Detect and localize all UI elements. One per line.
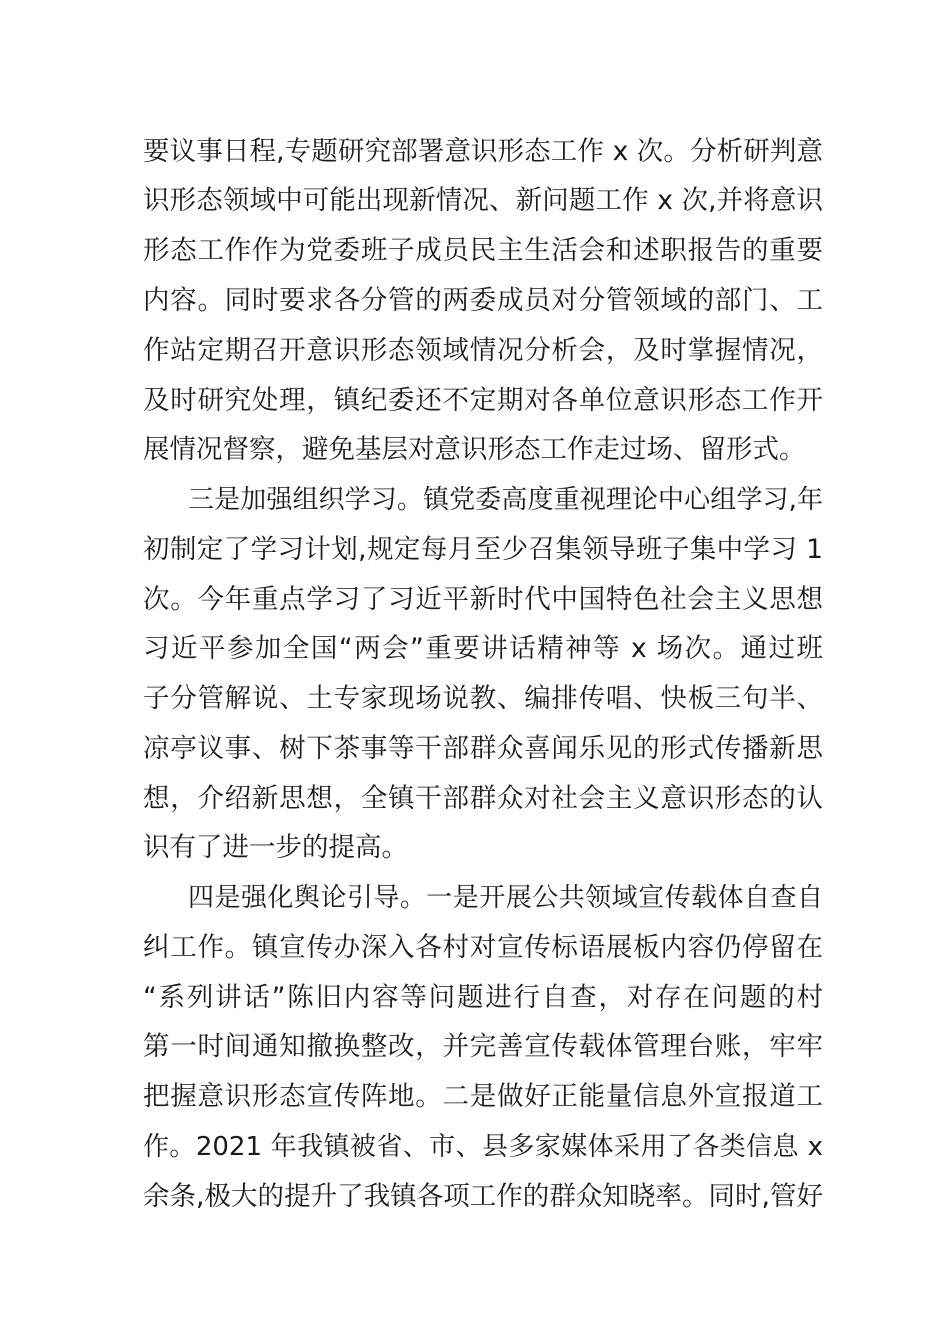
text-line: 作站定期召开意识形态领域情况分析会，及时掌握情况， bbox=[143, 335, 823, 366]
text-line: 展情况督察，避免基层对意识形态工作走过场、留形式。 bbox=[143, 434, 806, 465]
text-line: 识形态领域中可能出现新情况、新问题工作 x 次,并将意识 bbox=[143, 185, 823, 216]
text-line: 识有了进一步的提高。 bbox=[143, 832, 408, 863]
text-line: 次。今年重点学习了习近平新时代中国特色社会主义思想 bbox=[143, 584, 823, 615]
text-line: 及时研究处理，镇纪委还不定期对各单位意识形态工作开 bbox=[143, 385, 823, 416]
text-line: 第一时间通知撤换整改，并完善宣传载体管理台账，牢牢 bbox=[143, 1031, 823, 1062]
text-line: 凉亭议事、树下茶事等干部群众喜闻乐见的形式传播新思 bbox=[143, 733, 823, 764]
text-line: 纠工作。镇宣传办深入各村对宣传标语展板内容仍停留在 bbox=[143, 932, 823, 963]
text-line: 习近平参加全国“两会”重要讲话精神等 x 场次。通过班 bbox=[143, 633, 823, 664]
text-line: 把握意识形态宣传阵地。二是做好正能量信息外宣报道工 bbox=[143, 1081, 823, 1112]
text-line: 子分管解说、土专家现场说教、编排传唱、快板三句半、 bbox=[143, 683, 823, 714]
text-line: 要议事日程,专题研究部署意识形态工作 x 次。分析研判意 bbox=[143, 136, 823, 167]
text-line: 余条,极大的提升了我镇各项工作的群众知晓率。同时,管好 bbox=[143, 1181, 823, 1212]
text-line: 内容。同时要求各分管的两委成员对分管领域的部门、工 bbox=[143, 285, 823, 316]
paragraph-start-line: 三是加强组织学习。镇党委高度重视理论中心组学习,年 bbox=[188, 485, 823, 515]
text-line: “系列讲话”陈旧内容等问题进行自查，对存在问题的村 bbox=[143, 982, 823, 1013]
text-line: 形态工作作为党委班子成员民主生活会和述职报告的重要 bbox=[143, 235, 823, 266]
text-line: 初制定了学习计划,规定每月至少召集领导班子集中学习 1 bbox=[143, 534, 823, 565]
paragraph-start-line: 四是强化舆论引导。一是开展公共领域宣传载体自查自 bbox=[188, 883, 823, 913]
text-line: 想，介绍新思想，全镇干部群众对社会主义意识形态的认 bbox=[143, 783, 823, 814]
text-line: 作。2021 年我镇被省、市、县多家媒体采用了各类信息 x bbox=[143, 1132, 823, 1162]
